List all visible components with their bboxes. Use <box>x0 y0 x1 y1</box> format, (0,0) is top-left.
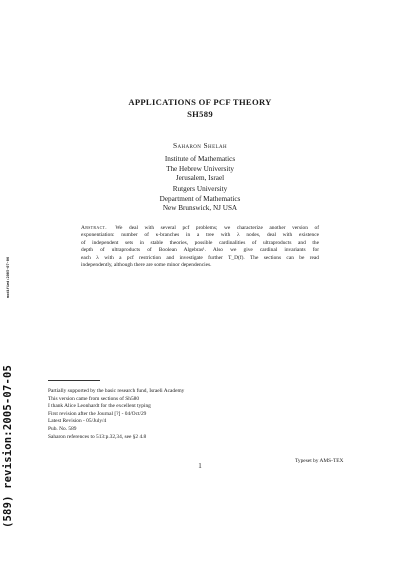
abstract-line: each λ with a pcf restriction and investigate further T_D(f). The sections can be read <box>81 254 319 261</box>
affiliation-1 <box>0 155 400 184</box>
footnote-line: Partially supported by the basic research fund, Israeli Academy <box>48 388 185 394</box>
affiliation-line: Rutgers University <box>172 185 228 193</box>
affiliation-line: New Brunswick, NJ USA <box>162 204 238 213</box>
abstract-line: exponentiation: number of κ-branches in a tree with λ nodes, deal with existence <box>81 232 319 239</box>
footnotes <box>48 388 348 441</box>
abstract-text: We deal with several pcf problems; we characterize another version of <box>115 225 319 231</box>
abstract <box>81 225 319 269</box>
title-line-2: SH589 <box>187 109 213 119</box>
side-stamp-revision: (589) revision:2005-07-05 <box>2 364 14 528</box>
paper-title <box>0 96 400 120</box>
footnote-line: Pub. No. 589 <box>48 425 77 432</box>
typeset-credit: Typeset by AMS-TEX <box>295 458 344 464</box>
abstract-line: independently, although there are some minor dependencies. <box>81 262 212 269</box>
affiliation-2 <box>0 185 400 214</box>
abstract-line: depth of ultraproducts of Boolean Algebras¹. Also we give cardinal invariants for <box>81 247 319 254</box>
side-stamp-modified: modified:2005-07-06 <box>6 256 10 298</box>
footnote-line: This version came from sections of Sh580 <box>48 395 140 402</box>
footnote-line: Latest Revision - 05/July/4 <box>48 418 107 425</box>
affiliation-line: The Hebrew University <box>166 164 234 173</box>
affiliation-line: Jerusalem, Israel <box>175 174 225 183</box>
footnote-line: First revision after the Journal [?] - 04/Oct/29 <box>48 410 147 417</box>
affiliation-line: Institute of Mathematics <box>164 155 236 163</box>
footnote-rule <box>48 380 100 381</box>
author-name: Saharon Shelah <box>173 141 227 150</box>
footnote-line: I thank Alice Leonhardt for the excellent typing <box>48 403 151 410</box>
abstract-label: Abstract. <box>81 225 107 231</box>
page-number: 1 <box>198 462 202 470</box>
title-line-1: APPLICATIONS OF PCF THEORY <box>128 97 272 107</box>
footnote-line: Saharon references to 513:p.32,34, see §2 4.8 <box>48 433 147 440</box>
abstract-line: of independent sets in stable theories, possible cardinalities of ultraproducts and the <box>81 239 319 246</box>
affiliation-line: Department of Mathematics <box>159 194 241 203</box>
